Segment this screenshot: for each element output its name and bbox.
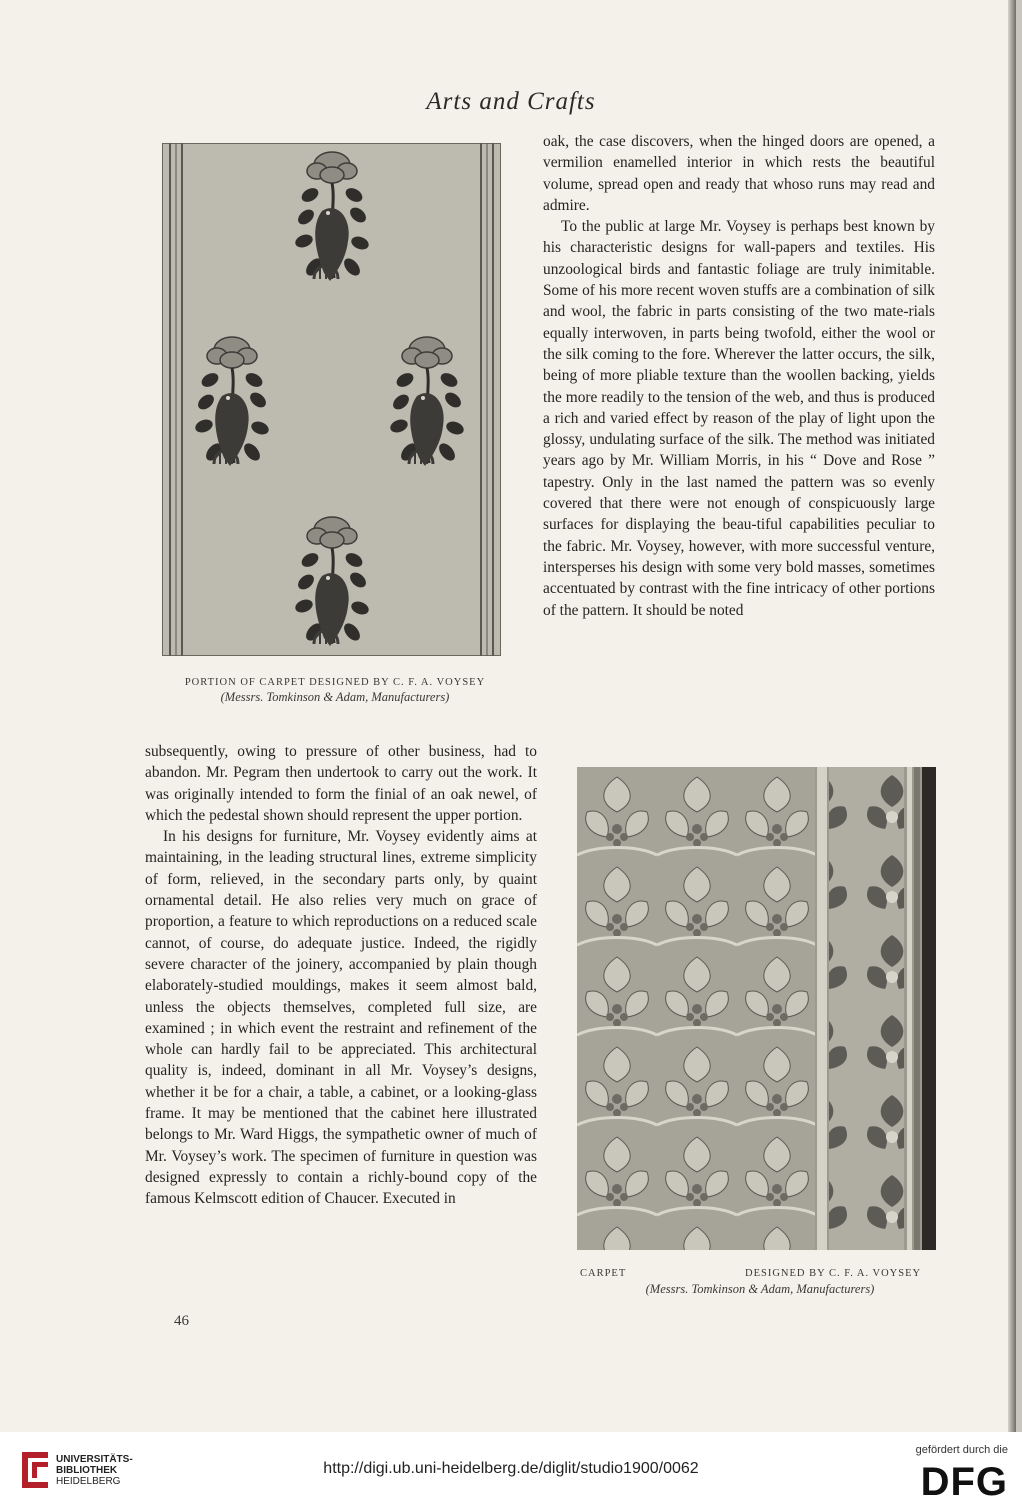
library-name-line3: HEIDELBERG: [56, 1476, 121, 1487]
text-column-top-right: [543, 131, 935, 621]
floral-carpet-figure: [577, 767, 936, 1250]
figure2-credit: (Messrs. Tomkinson & Adam, Manufacturers): [645, 1282, 875, 1296]
paragraph: In his designs for furniture, Mr. Voysey evidently aims at maintaining, in the leading structural lines, extreme simplicity of form, relieved, in the secondary parts only, by quaint ornamental detail. He also relies very much on grace of proportion, a feature to which reproductions on a reduced scale cannot, of course, do adequate justice. Indeed, the rigidly severe character of the joinery, accompanied by plain though elaborately-studied mouldings, makes it seem almost bald, unless the objects themselves, completed full size, are examined ; in which event the restraint and refinement of the whole can hardly fail to be appreciated. This architectural quality is, indeed, dominant in all Mr. Voysey’s designs, whether it be for a chair, a table, a cabinet, or a looking-glass frame. It may be mentioned that the cabinet here illustrated belongs to Mr. Ward Higgs, the sympathetic owner of much of Mr. Voysey’s work. The specimen of furniture in question was designed expressly to contain a richly-bound copy of the famous Kelmscott edition of Chaucer. Executed in: [145, 828, 537, 1208]
permalink-url[interactable]: http://digi.ub.uni-heidelberg.de/diglit/studio1900/0062: [323, 1460, 699, 1477]
figure2-caption-left: CARPET: [580, 1268, 627, 1279]
figure1-caption: PORTION OF CARPET DESIGNED BY C. F. A. VOYSEY: [184, 677, 486, 688]
paragraph: To the public at large Mr. Voysey is perhaps best known by his characteristic designs for wall-papers and textiles. His unzoological birds and fantastic foliage are truly inimitable. Some of his more recent woven stuffs are a combination of silk and wool, the fabric in parts consisting of the two mate-rials equally interwoven, in parts being twofold, either the wool or the silk coming to the fore. Wherever the latter occurs, the silk, being of more pliable texture than the woollen backing, yields the more readily to the tension of the web, and thus is produced a rich and varied effect by reason of the play of light upon the glossy, undulating surface of the silk. The method was initiated years ago by Mr. William Morris, in his “ Dove and Rose ” tapestry. Only in the last named the pattern was so evenly covered that there were not enough of conspicuously large surfaces for displaying the beau-tiful capabilities peculiar to the fabric. Mr. Voysey, however, with more successful venture, intersperses his design with some very bold masses, sometimes accentuated by contrast with the fine intricacy of other portions of the pattern. It should be noted: [543, 218, 935, 619]
page-edge-shadow: [1008, 0, 1016, 1432]
paragraph: subsequently, owing to pressure of other business, had to abandon. Mr. Pegram then undertook to carry out the work. It was originally intended to form the finial of an oak newel, of which the pedestal shown should represent the upper portion.: [145, 743, 537, 824]
page-number: 46: [174, 1313, 189, 1329]
dfg-logo: DFG: [920, 1460, 1008, 1504]
funding-note: gefördert durch die: [915, 1444, 1008, 1456]
text-column-bottom-left: [145, 741, 537, 1210]
running-head: Arts and Crafts: [426, 88, 596, 115]
carpet-runner-figure: [162, 143, 501, 656]
carpet-runner-illustration: [162, 143, 501, 656]
library-name-line1: UNIVERSITÄTS-: [56, 1454, 133, 1465]
library-name-line2: BIBLIOTHEK: [56, 1465, 118, 1476]
figure1-credit: (Messrs. Tomkinson & Adam, Manufacturers): [220, 690, 450, 704]
paragraph: oak, the case discovers, when the hinged doors are opened, a vermilion enamelled interior in which rests the beautiful volume, spread open and ready that whoso runs may read and admire.: [543, 133, 935, 214]
floral-carpet-illustration: [577, 767, 936, 1250]
viewer-footer: [0, 1432, 1022, 1511]
figure2-caption-right: DESIGNED BY C. F. A. VOYSEY: [745, 1268, 922, 1279]
